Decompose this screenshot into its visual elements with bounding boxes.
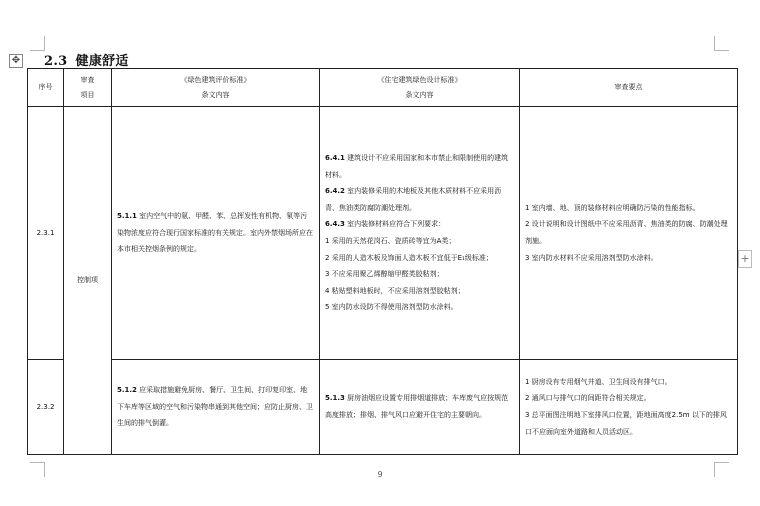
margin-corner-mark (30, 36, 45, 51)
clause-line: 2 采用的人造木板及饰面人造木板不宜低于E₁级标准； (325, 253, 493, 262)
row-seq: 2.3.2 (28, 360, 64, 455)
clause-line: 3 不应采用聚乙烯醇缩甲醛类胶粘剂； (325, 270, 444, 279)
section-heading (44, 50, 129, 69)
eval-clause-cell: 5.1.2 应采取措施避免厨房、餐厅、卫生间、打印复印室、地下车库等区域的空气和污染物串通到其他空间；应防止厨房、卫生间的排气倒灌。 (112, 360, 320, 455)
residential-clause-cell: 5.1.3 厨房油烟应设置专用排烟道排放；车库废气应按规范高度排放；排烟、排气风口应避开住宅的主要朝向。 (320, 360, 520, 455)
clause-line: 6.4.2 室内装修采用的木地板及其他木质材料不应采用沥青、焦油类防腐防潮处理剂。 (325, 187, 502, 212)
header-green-eval: 《绿色建筑评价标准》 条文内容 (112, 69, 320, 107)
category-cell: 控制项 (64, 107, 112, 455)
clause-line: 6.4.1 建筑设计不应采用国家和本市禁止和限制使用的建筑材料。 (325, 154, 509, 179)
add-column-icon[interactable]: + (738, 250, 752, 268)
margin-corner-mark (714, 36, 729, 51)
row-seq: 2.3.1 (28, 107, 64, 360)
point-line: 2 通风口与排气口的间距符合相关规定。 (525, 394, 651, 403)
point-line: 1 厨房设有专用烟气井道、卫生间设有排气口。 (525, 377, 672, 386)
clause-line: 4 粘贴塑料地板时，不应采用溶剂型胶粘剂； (325, 286, 465, 295)
review-table (27, 68, 738, 455)
clause-line: 1 采用的天然花岗石、瓷质砖等宜为A类； (325, 237, 456, 245)
point-line: 3 室内防水材料不应采用溶剂型防水涂料。 (525, 253, 658, 262)
margin-corner-mark (714, 462, 729, 477)
table-header-row (28, 69, 738, 107)
header-item: 审查 项目 (64, 69, 112, 107)
residential-clause-cell (320, 107, 520, 360)
table-row (28, 360, 738, 455)
header-residential: 《住宅建筑绿色设计标准》 条文内容 (320, 69, 520, 107)
clause-line: 6.4.3 室内装修材料应符合下列要求： (325, 220, 446, 229)
key-points-cell (520, 360, 738, 455)
page-number: 9 (377, 470, 383, 479)
header-seq: 序号 (28, 69, 64, 107)
section-title: 健康舒适 (75, 54, 129, 69)
point-line: 3 总平面图注明地下室排风口位置，距地面高度2.5m 以下的排风口不应面向室外道路和人员活动区。 (525, 411, 727, 436)
clause-line: 5 室内防水设防不得使用溶剂型防水涂料。 (325, 303, 458, 312)
header-key-points: 审查要点 (520, 69, 738, 107)
table-move-handle-icon[interactable]: ✥ (9, 54, 23, 68)
eval-clause-cell: 5.1.1 室内空气中的氨、甲醛、苯、总挥发性有机物、氡等污染物浓度应符合现行国家标准的有关规定。室内外禁烟场所应在本市相关控烟条例的规定。 (112, 107, 320, 360)
margin-corner-mark (30, 462, 45, 477)
key-points-cell (520, 107, 738, 360)
point-line: 1 室内墙、地、顶的装修材料应明确防污染的性能指标。 (525, 203, 700, 212)
point-line: 2 设计说明和设计图纸中不应采用沥青、焦油类的防腐、防潮处理剂施。 (525, 220, 728, 245)
table-row (28, 107, 738, 360)
section-number: 2.3 (44, 54, 68, 69)
